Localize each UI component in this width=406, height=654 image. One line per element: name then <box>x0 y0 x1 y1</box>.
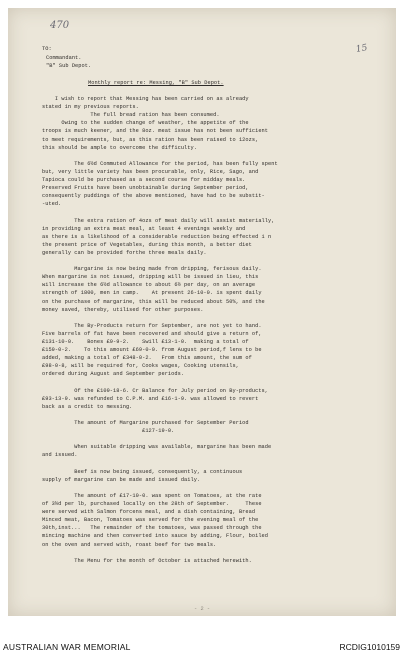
report-line: Tapioca could be purchased as a second course for midday meals. <box>42 177 246 183</box>
report-line: the present price of Vegetables, during this month, a better diet <box>42 241 252 248</box>
report-line: on the oven and served with, roast beef for two meals. <box>42 541 217 548</box>
report-line: Owing to the sudden change of weather, the appetite of the <box>42 120 249 127</box>
report-line: Of the £109-18-6. Cr Balance for July period on By-products, <box>42 387 269 394</box>
report-line: Beef is now being issued, consequently, a continuous <box>42 468 243 475</box>
report-line: ordered during August and September periods. <box>42 371 185 378</box>
report-line: The amount of Margarine purchased for September Period <box>42 420 249 426</box>
margin-number-handwritten: 15 <box>355 43 369 55</box>
report-line: mincing machine and then converted into sauce by adding, Flour, boiled <box>42 533 269 540</box>
report-line: stated in my previous reports. <box>42 104 139 111</box>
addressee-line-2: "B" Sub Depot. <box>46 63 92 69</box>
archive-name: AUSTRALIAN WAR MEMORIAL <box>3 642 131 652</box>
report-line: The By-Products return for September, are not yet to hand. <box>42 322 262 329</box>
report-line: £159-0-2. To this amount £69-0-0. from August period,f lens to be <box>42 347 262 354</box>
report-line: £98-0-8, will be required for, Cooks wages, Cooking utensils, <box>42 363 239 370</box>
report-line: back as a credit to messing. <box>42 403 133 410</box>
report-line: strength of 1800, men in camp. At present 26-10-0. is spent daily <box>42 290 262 297</box>
report-line: troops is much keener, and the 8oz. meat issue has not been sufficient <box>42 128 269 135</box>
report-line: to meet requirements, but, as this ration has been raised to 12ozs, <box>42 136 259 143</box>
report-line: £93-13-9. was refunded to C.P.M. and £16-1-9. was allowed to revert <box>42 395 259 402</box>
report-line: generally can be provided forthe three meals daily. <box>42 249 207 256</box>
report-line: money saved, thereby, utilised for other purposes. <box>42 306 204 313</box>
document-page <box>8 8 396 616</box>
report-line: The extra ration of 4ozs of meat daily will assist materially, <box>42 217 275 224</box>
report-line: The amount of £17-10-0. was spent on Tomatoes, at the rate <box>42 492 262 499</box>
archive-footer <box>0 628 406 654</box>
report-line: but, very little variety has been procurable, only, Rice, Sago, and <box>42 168 259 175</box>
page-number-handwritten: 470 <box>50 20 70 31</box>
to-label: TO: <box>42 46 52 52</box>
report-line: When margarine is not issued, dripping will be issued in lieu, this <box>42 274 259 281</box>
report-line: -uted. <box>42 201 62 208</box>
report-line: Margarine is now being made from dripping, ferisous daily. <box>42 266 262 273</box>
report-line: Minced meat, Bacon, Tomatoes was served for the evening meal of the <box>42 517 259 524</box>
report-line: added, making a total of £348-0-2. From this amount, the sum of <box>42 355 252 362</box>
report-line: in providing an extra meat meal, at least 4 evenings weekly and <box>42 225 246 232</box>
report-line: Five barrels of fat have been recovered and should give a return of, <box>42 330 262 337</box>
report-line: this should be ample to overcome the difficulty. <box>42 144 197 151</box>
report-line: were served with Salmon forcens meal, and a dish containing, Bread <box>42 509 256 516</box>
report-subject: Monthly report re: Messing, "B" Sub Depot. <box>88 80 224 86</box>
report-line: £127-19-0. <box>42 428 175 435</box>
report-line: will increase the 6½d allowance to about 6½ per day, on an average <box>42 282 256 289</box>
report-line: supply of margarine can be made and issued daily. <box>42 476 201 483</box>
report-line: on the purchase of margarine, this will be reduced about 50%, and the <box>42 298 265 305</box>
report-line: of 3½d per lb, purchased locally on the 28th of September. These <box>42 501 262 507</box>
report-line: The Menu for the month of October is attached herewith. <box>42 557 252 564</box>
archive-reference: RCDIG1010159 <box>339 642 400 652</box>
report-line: consequently puddings of the above mentioned, have had to be substit- <box>42 193 265 200</box>
report-line: I wish to report that Messing has been carried on as already <box>42 96 249 102</box>
report-line: The full bread ration has been consumed. <box>42 112 220 119</box>
report-line: £131-10-0. Bones £9-9-2. Swill £13-1-0. making a total of <box>42 339 249 345</box>
addressee-line-1: Commandant. <box>46 55 82 61</box>
report-line: as there is a likelihood of a considerable reduction being effected i n <box>42 233 272 240</box>
report-line: Preserved Fruits have been unobtainable during September period, <box>42 185 249 192</box>
report-line: 30th,inst... The remainder of the tomatoes, was passed through the <box>42 525 262 532</box>
report-line: and issued. <box>42 452 78 459</box>
report-line: When suitable dripping was available, margarine has been made <box>42 444 272 451</box>
bottom-page-mark: - 2 - <box>194 606 211 612</box>
report-line: The 6½d Commuted Allowance for the period, has been fully spent <box>42 160 278 167</box>
